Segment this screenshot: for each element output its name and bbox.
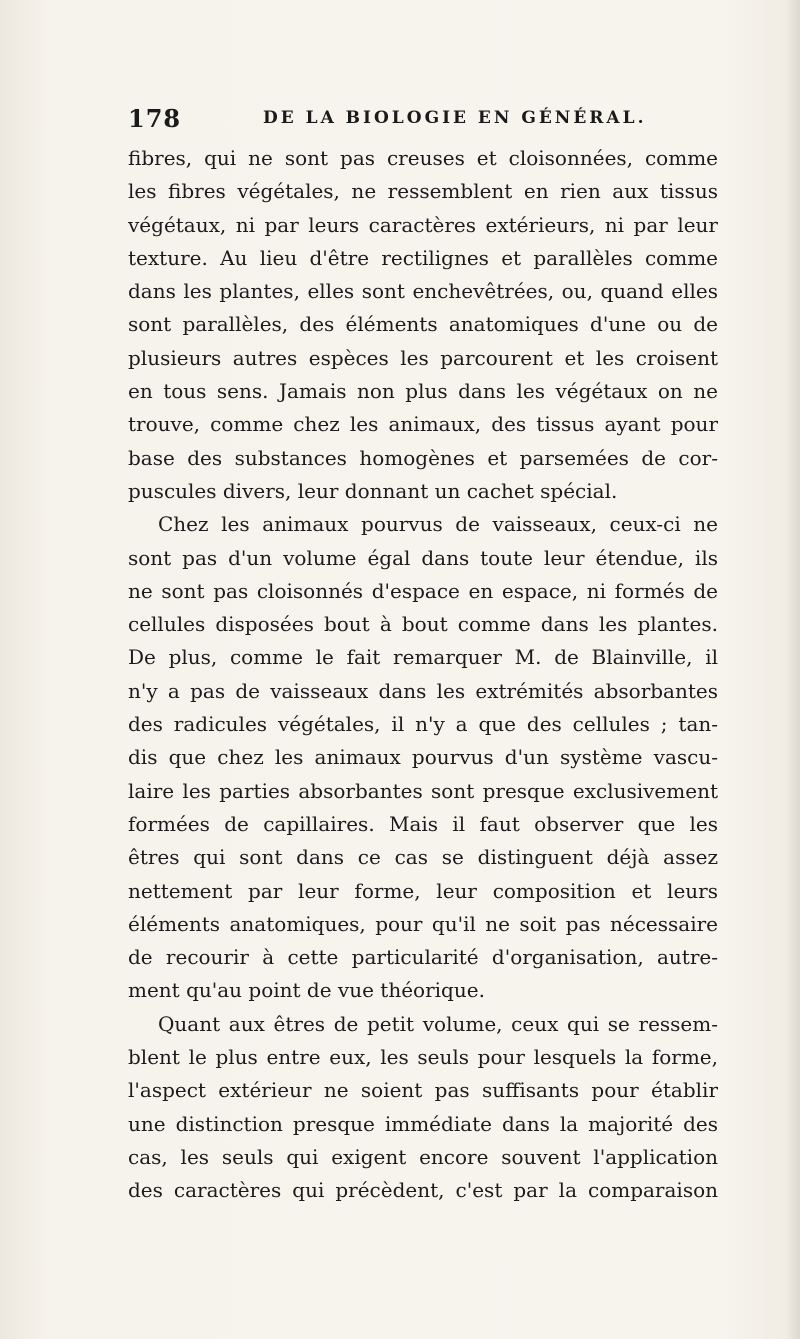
text-line: ne sont pas cloisonnés d'espace en espace, ni formés de (128, 578, 718, 603)
text-line: De plus, comme le fait remarquer M. de Blainville, il (128, 645, 718, 670)
paragraph-start-line: Chez les animaux pourvus de vaisseaux, ceux-ci ne (158, 512, 718, 537)
text-line: nettement par leur forme, leur composition et leurs (128, 878, 718, 903)
text-line: sont pas d'un volume égal dans toute leur étendue, ils (128, 545, 718, 570)
text-line: cas, les seuls qui exigent encore souvent l'application (128, 1144, 718, 1169)
text-line: formées de capillaires. Mais il faut observer que les (128, 811, 718, 836)
text-line: laire les parties absorbantes sont presque exclusivement (128, 778, 718, 803)
text-line: êtres qui sont dans ce cas se distinguent déjà assez (128, 845, 718, 870)
text-line: fibres, qui ne sont pas creuses et cloisonnées, comme (128, 146, 718, 170)
text-line: texture. Au lieu d'être rectilignes et parallèles comme (128, 245, 718, 270)
text-line: blent le plus entre eux, les seuls pour lesquels la forme, (128, 1045, 718, 1070)
body-text (128, 142, 718, 1208)
text-line: en tous sens. Jamais non plus dans les végétaux on ne (128, 379, 718, 404)
text-line: des caractères qui précèdent, c'est par la comparaison (128, 1178, 718, 1203)
text-line: n'y a pas de vaisseaux dans les extrémités absorbantes (128, 678, 718, 703)
text-line: une distinction presque immédiate dans la majorité des (128, 1111, 718, 1136)
page-number: 178 (128, 104, 182, 133)
text-line: trouve, comme chez les animaux, des tissus ayant pour (128, 412, 718, 437)
text-line: des radicules végétales, il n'y a que des cellules ; tan- (128, 712, 718, 737)
text-line: puscules divers, leur donnant un cachet spécial. (128, 478, 618, 503)
page-header (128, 104, 718, 134)
text-line: éléments anatomiques, pour qu'il ne soit pas nécessaire (128, 911, 718, 936)
text-line: base des substances homogènes et parsemées de cor- (128, 445, 718, 470)
page-edge-shadow (786, 0, 800, 1339)
text-line: cellules disposées bout à bout comme dans les plantes. (128, 612, 718, 637)
text-line: ment qu'au point de vue théorique. (128, 978, 485, 1003)
text-line: les fibres végétales, ne ressemblent en rien aux tissus (128, 179, 718, 204)
text-line: dis que chez les animaux pourvus d'un système vascu- (128, 745, 718, 770)
paragraph-start-line: Quant aux êtres de petit volume, ceux qui se ressem- (158, 1011, 718, 1036)
text-line: l'aspect extérieur ne soient pas suffisants pour établir (128, 1078, 718, 1103)
text-line: plusieurs autres espèces les parcourent et les croisent (128, 345, 718, 370)
text-line: sont parallèles, des éléments anatomiques d'une ou de (128, 312, 718, 337)
text-line: de recourir à cette particularité d'organisation, autre- (128, 945, 718, 970)
text-line: végétaux, ni par leurs caractères extérieurs, ni par leur (128, 212, 718, 237)
text-line: dans les plantes, elles sont enchevêtrées, ou, quand elles (128, 279, 718, 304)
running-title: DE LA BIOLOGIE EN GÉNÉRAL. (263, 108, 647, 128)
